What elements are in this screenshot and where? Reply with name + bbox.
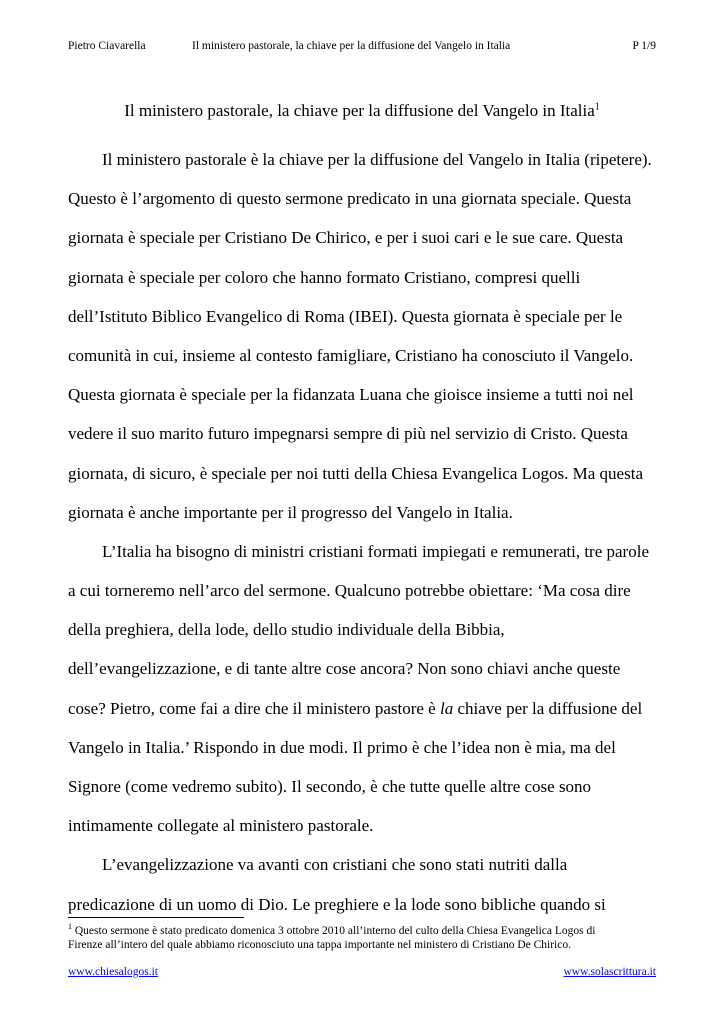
body-line: Il ministero pastorale è la chiave per la diffusione del Vangelo in Italia (ripetere). <box>102 150 652 169</box>
body-line: L’Italia ha bisogno di ministri cristiani formati impiegati e remunerati, tre parole <box>102 541 649 561</box>
body-line: Questo è l’argomento di questo sermone predicato in una giornata speciale. Questa <box>68 189 632 209</box>
body-line: giornata è speciale per coloro che hanno formato Cristiano, compresi quelli <box>68 267 581 287</box>
document-title <box>0 100 724 122</box>
page-footer <box>68 966 656 982</box>
header-author: Pietro Ciavarella <box>68 40 146 52</box>
page-number: P 1/9 <box>632 40 656 52</box>
body-line: predicazione di un uomo di Dio. Le preghiere e la lode sono bibliche quando si <box>68 894 606 914</box>
footnote <box>68 924 658 952</box>
body-line-italic: la <box>439 698 454 718</box>
body-line-text: chiave per la diffusione del <box>453 698 643 718</box>
body-line: Questa giornata è speciale per la fidanzata Luana che gioisce insieme a tutti noi nel <box>68 385 634 405</box>
body-line: L’evangelizzazione va avanti con cristiani che sono stati nutriti dalla <box>102 855 568 875</box>
body-line: giornata, di sicuro, è speciale per noi tutti della Chiesa Evangelica Logos. Ma questa <box>68 463 643 483</box>
footnote-line-1 <box>68 924 658 938</box>
solascrittura-link[interactable]: www.solascrittura.it <box>563 966 656 978</box>
body-line: giornata è anche importante per il progresso del Vangelo in Italia. <box>68 502 513 522</box>
body-line: comunità in cui, insieme al contesto famigliare, Cristiano ha conosciuto il Vangelo. <box>68 345 634 365</box>
body-line: della preghiera, della lode, dello studio individuale della Bibbia, <box>68 620 505 640</box>
body-line: dell’Istituto Biblico Evangelico di Roma (IBEI). Questa giornata è speciale per le <box>68 306 623 326</box>
footnote-text-1: Questo sermone è stato predicato domenica 3 ottobre 2010 all’interno del culto della Chiesa Evangelica Logos di <box>72 925 596 937</box>
body-line: vedere il suo marito futuro impegnarsi sempre di più nel servizio di Cristo. Questa <box>68 424 628 444</box>
body-line: giornata è speciale per Cristiano De Chirico, e per i suoi cari e le sue care. Questa <box>68 228 624 248</box>
footnote-line-2: Firenze all’intero del quale abbiamo riconosciuto una tappa importante nel ministero di Cristiano De Chirico. <box>68 939 571 951</box>
footnote-mark: 1 <box>68 922 72 932</box>
document-title-text: Il ministero pastorale, la chiave per la diffusione del Vangelo in Italia <box>124 101 595 120</box>
body-line <box>68 689 658 728</box>
body-line-text: cose? Pietro, come fai a dire che il ministero pastore è <box>68 698 440 718</box>
body-line: dell’evangelizzazione, e di tante altre cose ancora? Non sono chiavi anche queste <box>68 659 621 679</box>
body-line: a cui torneremo nell’arco del sermone. Qualcuno potrebbe obiettare: ‘Ma cosa dire <box>68 581 631 601</box>
title-footnote-mark: 1 <box>594 101 600 113</box>
body-line: Signore (come vedremo subito). Il secondo, è che tutte quelle altre cose sono <box>68 777 592 796</box>
body-line: intimamente collegate al ministero pastorale. <box>68 816 374 836</box>
footnote-divider <box>68 917 244 918</box>
chiesalogos-link[interactable]: www.chiesalogos.it <box>68 966 158 978</box>
body-line: Vangelo in Italia.’ Rispondo in due modi. Il primo è che l’idea non è mia, ma del <box>68 737 616 757</box>
header-title: Il ministero pastorale, la chiave per la diffusione del Vangelo in Italia <box>192 40 511 52</box>
page-header <box>68 40 656 56</box>
document-body <box>68 140 658 924</box>
